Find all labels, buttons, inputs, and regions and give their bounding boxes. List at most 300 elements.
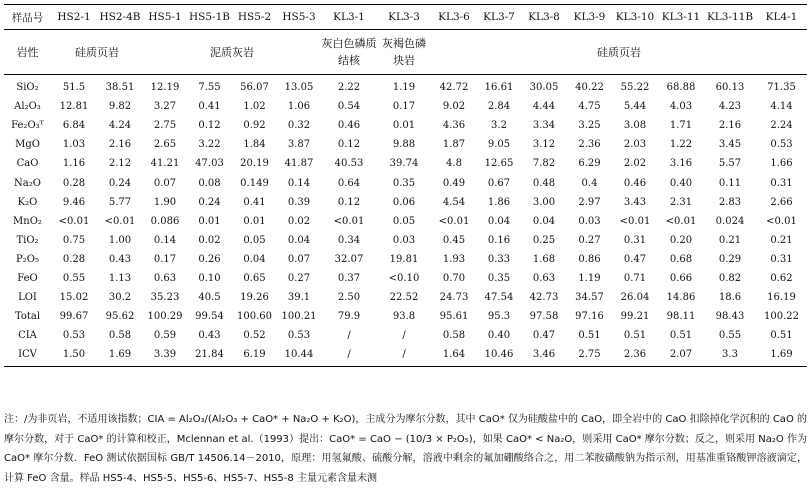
value-cell: 2.75	[153, 120, 177, 132]
value-cell: 21.84	[187, 345, 232, 367]
value-cell: 14.86	[666, 292, 696, 304]
value-cell: 2.36	[578, 139, 601, 151]
oxide-label: TiO₂	[16, 234, 39, 246]
value-cell: 4.24	[108, 120, 132, 132]
value-cell: 9.82	[108, 101, 132, 113]
value-cell: 1.84	[243, 139, 266, 151]
lithology-cell: 灰褐色磷块岩	[377, 30, 431, 75]
sample-id-cell: KL3-10	[612, 5, 658, 30]
sample-id-cell: KL3-8	[521, 5, 567, 30]
value-cell: 26.04	[620, 292, 650, 304]
value-cell: 0.25	[532, 234, 556, 246]
value-cell: 10.44	[277, 345, 321, 367]
value-cell: 3.25	[578, 120, 601, 132]
value-cell: 0.01	[243, 215, 266, 227]
sample-id-cell: HS2-1	[51, 5, 97, 30]
value-cell: 79.9	[337, 311, 361, 323]
value-cell: 3.46	[521, 345, 567, 367]
value-cell: 0.024	[715, 215, 745, 227]
lithology-header-label: 岩性	[4, 30, 51, 75]
value-cell: 20.19	[240, 158, 269, 170]
value-cell: 0.4	[581, 177, 598, 189]
value-cell: 0.03	[392, 234, 416, 246]
value-cell: 0.05	[243, 234, 266, 246]
value-cell: 22.52	[389, 292, 419, 304]
sample-id-cell: HS5-1	[143, 5, 187, 30]
value-cell: 0.05	[392, 215, 416, 227]
value-cell: 6.84	[62, 120, 86, 132]
value-cell: 3.3	[704, 345, 756, 367]
value-cell: 3.43	[623, 196, 647, 208]
value-cell: 0.53	[287, 330, 311, 342]
value-cell: 0.31	[770, 177, 793, 189]
value-cell: 0.47	[532, 330, 556, 342]
value-cell: 0.65	[243, 272, 266, 284]
value-cell: 40.22	[575, 82, 604, 94]
oxide-label: MnO₂	[13, 215, 42, 227]
value-cell: 35.23	[150, 292, 180, 304]
value-cell: 0.04	[532, 215, 556, 227]
value-cell: 16.61	[484, 82, 514, 94]
sample-id-cell: HS5-2	[232, 5, 277, 30]
table-row	[4, 135, 807, 154]
table-row	[4, 269, 807, 288]
value-cell: 9.46	[62, 196, 86, 208]
oxide-label: FeO	[17, 272, 38, 284]
value-cell: 1.90	[153, 196, 177, 208]
oxide-label: MgO	[15, 139, 40, 151]
value-cell: 3.12	[532, 139, 556, 151]
value-cell: 2.24	[770, 120, 793, 132]
sample-id-cell: HS5-3	[277, 5, 321, 30]
value-cell: 39.74	[389, 158, 419, 170]
value-cell: 2.75	[567, 345, 612, 367]
oxide-label: CaO	[16, 158, 39, 170]
value-cell: 0.35	[392, 177, 416, 189]
value-cell: 0.86	[578, 253, 601, 265]
note-text: 注：/为非页岩，不适用该指数；CIA = Al₂O₃/(Al₂O₃ + CaO* + Na₂O + K₂O)，主成分为摩尔分数，其中 CaO* 仅为硅酸盐中的 CaO，即全岩中的 CaO 扣除掉化学沉积的 CaO 的摩尔分数，对于 CaO* 的计算和校正，Mclennan et al.（1993）提出：CaO* = CaO − (10/3 × P₂O₅)，如果 CaO* < Na₂O，则采用 CaO* 摩尔分数；反之，则采用 Na₂O 作为 CaO* 摩尔分数．FeO 测试依据国标 GB/T 14506.14－2010，原理：用氢氟酸、硫酸分解，溶液中剩余的氟加硼酸络合之，用二苯胺磺酸钠为指示剂，用基准重铬酸钾溶液滴定，计算 FeO 含量。样品 HS5-4、HS5-5、HS5-6、HS5-7、HS5-8 主量元素含量未测	[4, 414, 807, 484]
value-cell: 7.55	[198, 82, 221, 94]
value-cell: 0.40	[487, 330, 511, 342]
value-cell: 0.40	[669, 177, 693, 189]
value-cell: 0.27	[578, 234, 601, 246]
oxide-label: ICV	[4, 345, 51, 367]
value-cell: 41.87	[284, 158, 314, 170]
value-cell: 0.34	[337, 234, 361, 246]
value-cell: 0.45	[442, 234, 466, 246]
value-cell: 0.51	[578, 330, 601, 342]
value-cell: 99.54	[195, 311, 224, 323]
value-cell: 1.93	[442, 253, 466, 265]
value-cell: 30.2	[108, 292, 132, 304]
value-cell: 42.72	[439, 82, 469, 94]
value-cell: 2.16	[108, 139, 132, 151]
value-cell: 60.13	[715, 82, 745, 94]
value-cell: 0.66	[669, 272, 693, 284]
value-cell: 47.03	[195, 158, 224, 170]
value-cell: 0.149	[240, 177, 269, 189]
lithology-cell: 硅质页岩	[51, 30, 143, 75]
value-cell: 1.13	[108, 272, 132, 284]
sample-id-cell: HS5-1B	[187, 5, 232, 30]
value-cell: 0.51	[669, 330, 693, 342]
value-cell: 0.31	[770, 253, 793, 265]
oxide-label: Total	[14, 311, 41, 323]
value-cell: 12.81	[59, 101, 89, 113]
value-cell: 0.82	[718, 272, 742, 284]
lithology-cell: 灰白色磷质结核	[321, 30, 377, 75]
value-cell: 97.58	[529, 311, 559, 323]
value-cell: 0.33	[487, 253, 511, 265]
value-cell: 0.53	[770, 139, 793, 151]
value-cell: <0.01	[766, 215, 797, 227]
value-cell: 0.086	[150, 215, 180, 227]
value-cell: 2.84	[487, 101, 511, 113]
oxide-label: SiO₂	[16, 82, 39, 94]
value-cell: 0.92	[243, 120, 266, 132]
value-cell: 100.22	[764, 311, 799, 323]
major-element-table	[4, 4, 807, 367]
value-cell: 2.31	[669, 196, 693, 208]
table-row	[4, 326, 807, 345]
value-cell: 0.21	[718, 234, 742, 246]
value-cell: 4.8	[446, 158, 462, 170]
value-cell: 2.83	[718, 196, 742, 208]
value-cell: 2.16	[718, 120, 742, 132]
value-cell: 30.05	[529, 82, 559, 94]
table-row	[4, 250, 807, 269]
value-cell: 5.57	[718, 158, 742, 170]
value-cell: 0.43	[198, 330, 221, 342]
sample-id-cell: KL3-3	[377, 5, 431, 30]
sample-id-cell: KL3-11B	[704, 5, 756, 30]
value-cell: 47.54	[484, 292, 514, 304]
value-cell: 42.73	[529, 292, 559, 304]
value-cell: 4.36	[442, 120, 466, 132]
value-cell: 3.34	[532, 120, 556, 132]
table-row	[4, 154, 807, 173]
value-cell: 99.21	[620, 311, 650, 323]
value-cell: 100.29	[147, 311, 183, 323]
value-cell: 51.5	[62, 82, 86, 94]
sample-id-cell: KL3-7	[477, 5, 521, 30]
value-cell: 2.65	[153, 139, 177, 151]
value-cell: /	[347, 330, 351, 342]
value-cell: 0.10	[198, 272, 221, 284]
value-cell: 4.75	[578, 101, 601, 113]
value-cell: 0.28	[62, 177, 86, 189]
value-cell: 1.06	[287, 101, 311, 113]
value-cell: 0.71	[623, 272, 647, 284]
value-cell: 0.58	[442, 330, 466, 342]
value-cell: 95.62	[105, 311, 135, 323]
value-cell: 0.64	[337, 177, 361, 189]
value-cell: 0.62	[770, 272, 793, 284]
value-cell: 0.07	[287, 253, 311, 265]
table-row	[4, 212, 807, 231]
value-cell: 6.19	[232, 345, 277, 367]
value-cell: 7.82	[532, 158, 556, 170]
value-cell: 5.77	[108, 196, 132, 208]
value-cell: 0.21	[770, 234, 793, 246]
value-cell: 0.48	[532, 177, 556, 189]
table-row	[4, 173, 807, 192]
value-cell: 0.70	[442, 272, 466, 284]
value-cell: 0.26	[198, 253, 221, 265]
value-cell: 1.71	[669, 120, 693, 132]
sample-id-cell: HS2-4B	[97, 5, 143, 30]
value-cell: 0.35	[487, 272, 511, 284]
value-cell: 0.17	[153, 253, 177, 265]
value-cell: 1.03	[62, 139, 86, 151]
table-row	[4, 193, 807, 212]
table-body	[4, 75, 807, 367]
value-cell: 3.00	[532, 196, 556, 208]
value-cell: 5.44	[623, 101, 647, 113]
value-cell: 97.16	[575, 311, 604, 323]
value-cell: 2.66	[770, 196, 793, 208]
oxide-label: Na₂O	[14, 177, 41, 189]
value-cell: 0.63	[153, 272, 177, 284]
table-wrapper	[4, 4, 807, 367]
value-cell: 0.03	[578, 215, 601, 227]
value-cell: 2.07	[658, 345, 704, 367]
value-cell: 0.37	[337, 272, 361, 284]
value-cell: 9.05	[487, 139, 511, 151]
sample-id-cell: KL3-6	[431, 5, 477, 30]
value-cell: 0.12	[337, 139, 361, 151]
value-cell: 0.01	[198, 215, 221, 227]
value-cell: <0.01	[58, 215, 90, 227]
value-cell: /	[402, 330, 406, 342]
value-cell: 3.08	[623, 120, 647, 132]
lithology-cell: 硅质页岩	[431, 30, 807, 75]
value-cell: 0.12	[337, 196, 361, 208]
value-cell: 0.52	[243, 330, 266, 342]
value-cell: 1.19	[392, 82, 416, 94]
value-cell: 0.24	[198, 196, 221, 208]
value-cell: /	[321, 345, 377, 367]
value-cell: 0.20	[669, 234, 693, 246]
sample-header-label: 样品号	[4, 5, 51, 30]
value-cell: 40.5	[198, 292, 221, 304]
value-cell: 100.21	[281, 311, 317, 323]
value-cell: 0.16	[487, 234, 511, 246]
table-row	[4, 75, 807, 98]
value-cell: 4.23	[718, 101, 742, 113]
value-cell: <0.01	[619, 215, 651, 227]
value-cell: 2.36	[612, 345, 658, 367]
value-cell: 0.58	[108, 330, 132, 342]
value-cell: 71.35	[767, 82, 796, 94]
value-cell: 0.67	[487, 177, 511, 189]
value-cell: 10.46	[477, 345, 521, 367]
value-cell: 32.07	[334, 253, 364, 265]
value-cell: 19.81	[389, 253, 419, 265]
value-cell: <0.01	[665, 215, 697, 227]
lithology-header-row	[4, 30, 807, 75]
value-cell: 1.69	[97, 345, 143, 367]
value-cell: 3.87	[287, 139, 311, 151]
value-cell: 55.22	[620, 82, 650, 94]
value-cell: 0.08	[198, 177, 221, 189]
value-cell: 1.22	[669, 139, 693, 151]
value-cell: 4.03	[669, 101, 693, 113]
value-cell: 0.41	[243, 196, 266, 208]
sample-id-cell: KL3-9	[567, 5, 612, 30]
value-cell: 0.24	[108, 177, 132, 189]
value-cell: 0.32	[287, 120, 311, 132]
value-cell: 0.04	[287, 234, 311, 246]
value-cell: 18.6	[718, 292, 742, 304]
value-cell: 98.11	[666, 311, 696, 323]
value-cell: 2.02	[623, 158, 647, 170]
oxide-label: Fe₂O₃ᵀ	[11, 120, 44, 132]
value-cell: 39.1	[287, 292, 311, 304]
value-cell: 0.39	[287, 196, 311, 208]
value-cell: 3.22	[198, 139, 221, 151]
value-cell: 0.59	[153, 330, 177, 342]
value-cell: 0.55	[718, 330, 742, 342]
oxide-label: P₂O₅	[16, 253, 39, 265]
value-cell: 3.27	[153, 101, 177, 113]
table-row	[4, 288, 807, 307]
value-cell: 2.22	[337, 82, 361, 94]
value-cell: 3.2	[491, 120, 507, 132]
value-cell: 0.46	[623, 177, 647, 189]
oxide-label: K₂O	[17, 196, 38, 208]
value-cell: 0.47	[623, 253, 647, 265]
value-cell: 19.26	[240, 292, 269, 304]
value-cell: 34.57	[575, 292, 604, 304]
value-cell: 6.29	[578, 158, 601, 170]
value-cell: 1.68	[532, 253, 556, 265]
value-cell: 1.86	[487, 196, 511, 208]
value-cell: 0.04	[243, 253, 266, 265]
lithology-cell: 泥质灰岩	[143, 30, 321, 75]
table-row	[4, 307, 807, 326]
value-cell: <0.01	[104, 215, 136, 227]
value-cell: 100.60	[237, 311, 272, 323]
value-cell: 0.07	[153, 177, 177, 189]
value-cell: 15.02	[59, 292, 89, 304]
value-cell: 0.75	[62, 234, 86, 246]
value-cell: 9.88	[392, 139, 416, 151]
value-cell: 93.8	[392, 311, 416, 323]
value-cell: 99.67	[59, 311, 89, 323]
value-cell: 0.27	[287, 272, 311, 284]
table-row	[4, 231, 807, 250]
table-row	[4, 97, 807, 116]
value-cell: 0.49	[442, 177, 466, 189]
value-cell: 1.02	[243, 101, 266, 113]
value-cell: 1.50	[51, 345, 97, 367]
value-cell: 0.53	[62, 330, 86, 342]
value-cell: 0.46	[337, 120, 361, 132]
value-cell: 13.05	[284, 82, 314, 94]
value-cell: 1.19	[578, 272, 601, 284]
value-cell: 1.00	[108, 234, 132, 246]
table-row	[4, 116, 807, 135]
value-cell: 0.54	[337, 101, 361, 113]
value-cell: 1.69	[756, 345, 807, 367]
value-cell: 0.31	[623, 234, 647, 246]
value-cell: 24.73	[439, 292, 469, 304]
value-cell: 2.12	[108, 158, 132, 170]
table-row	[4, 345, 807, 367]
oxide-label: LOI	[18, 292, 37, 304]
value-cell: 0.02	[287, 215, 311, 227]
value-cell: 1.16	[62, 158, 86, 170]
value-cell: 12.65	[484, 158, 514, 170]
sample-id-cell: KL3-11	[658, 5, 704, 30]
value-cell: 0.51	[623, 330, 647, 342]
value-cell: 98.43	[715, 311, 745, 323]
value-cell: 4.44	[532, 101, 556, 113]
value-cell: 4.54	[442, 196, 466, 208]
value-cell: 41.21	[150, 158, 180, 170]
value-cell: 0.29	[718, 253, 742, 265]
value-cell: 0.12	[198, 120, 221, 132]
value-cell: 0.14	[287, 177, 311, 189]
value-cell: 95.61	[439, 311, 469, 323]
value-cell: 1.66	[770, 158, 793, 170]
value-cell: 95.3	[487, 311, 511, 323]
value-cell: 2.97	[578, 196, 601, 208]
value-cell: 0.17	[392, 101, 416, 113]
value-cell: 3.16	[669, 158, 693, 170]
value-cell: /	[377, 345, 431, 367]
table-note	[4, 410, 807, 488]
value-cell: 56.07	[240, 82, 269, 94]
sample-id-cell: KL4-1	[756, 5, 807, 30]
value-cell: 0.02	[198, 234, 221, 246]
value-cell: <0.01	[333, 215, 365, 227]
value-cell: 0.68	[669, 253, 693, 265]
value-cell: 9.02	[442, 101, 466, 113]
value-cell: 12.19	[150, 82, 180, 94]
value-cell: 0.55	[62, 272, 86, 284]
oxide-label: CIA	[18, 330, 37, 342]
value-cell: 1.87	[442, 139, 466, 151]
value-cell: 40.53	[334, 158, 364, 170]
value-cell: 4.14	[770, 101, 793, 113]
value-cell: 68.88	[666, 82, 696, 94]
value-cell: <0.10	[388, 272, 420, 284]
value-cell: 1.64	[431, 345, 477, 367]
sample-header-row	[4, 5, 807, 30]
value-cell: <0.01	[438, 215, 470, 227]
value-cell: 0.43	[108, 253, 132, 265]
value-cell: 0.28	[62, 253, 86, 265]
value-cell: 0.63	[532, 272, 556, 284]
value-cell: 2.03	[623, 139, 647, 151]
value-cell: 0.51	[770, 330, 793, 342]
value-cell: 38.51	[105, 82, 135, 94]
value-cell: 0.04	[487, 215, 511, 227]
sample-id-cell: KL3-1	[321, 5, 377, 30]
oxide-label: Al₂O₃	[14, 101, 41, 113]
value-cell: 3.45	[718, 139, 742, 151]
value-cell: 0.01	[392, 120, 416, 132]
value-cell: 2.50	[337, 292, 361, 304]
value-cell: 0.14	[153, 234, 177, 246]
value-cell: 0.11	[718, 177, 742, 189]
value-cell: 0.06	[392, 196, 416, 208]
value-cell: 3.39	[143, 345, 187, 367]
value-cell: 16.19	[767, 292, 796, 304]
value-cell: 0.41	[198, 101, 221, 113]
